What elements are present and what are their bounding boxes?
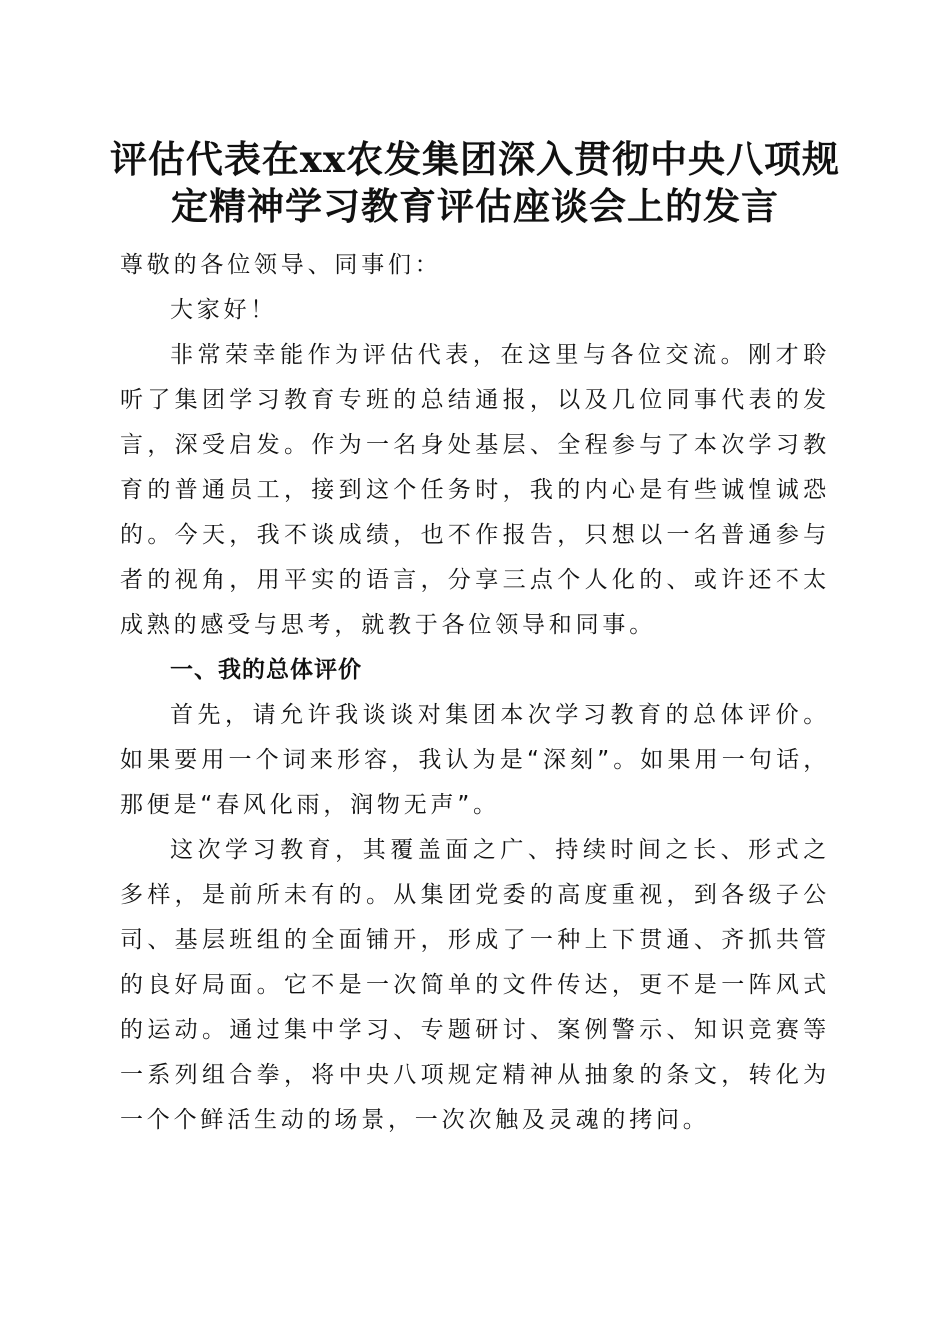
section-heading: 一、我的总体评价 <box>170 657 362 683</box>
intro-paragraph: 非常荣幸能作为评估代表，在这里与各位交流。刚才聆听了集团学习教育专班的总结通报，以及几位同事代表的发言，深受启发。作为一名身处基层、全程参与了本次学习教育的普通员工，接到这个任务时，我的内心是有些诚惶诚恐的。今天，我不谈成绩，也不作报告，只想以一名普通参与者的视角，用平实的语言，分享三点个人化的、或许还不太成熟的感受与思考，就教于各位领导和同事。 <box>120 342 830 638</box>
document-body <box>120 243 830 1143</box>
section-paragraph: 这次学习教育，其覆盖面之广、持续时间之长、形式之多样，是前所未有的。从集团党委的高度重视，到各级子公司、基层班组的全面铺开，形成了一种上下贯通、齐抓共管的良好局面。它不是一次简单的文件传达，更不是一阵风式的运动。通过集中学习、专题研讨、案例警示、知识竞赛等一系列组合拳，将中央八项规定精神从抽象的条文，转化为一个个鲜活生动的场景，一次次触及灵魂的拷问。 <box>120 837 830 1133</box>
document-title-line-2: 定精神学习教育评估座谈会上的发言 <box>171 184 779 228</box>
salutation: 尊敬的各位领导、同事们： <box>120 252 442 278</box>
section-paragraph: 首先，请允许我谈谈对集团本次学习教育的总体评价。如果要用一个词来形容，我认为是“深刻”。如果用一句话，那便是“春风化雨，润物无声”。 <box>120 702 830 818</box>
greeting: 大家好！ <box>170 297 278 323</box>
document-title-line-1: 评估代表在xx农发集团深入贯彻中央八项规 <box>109 137 841 181</box>
